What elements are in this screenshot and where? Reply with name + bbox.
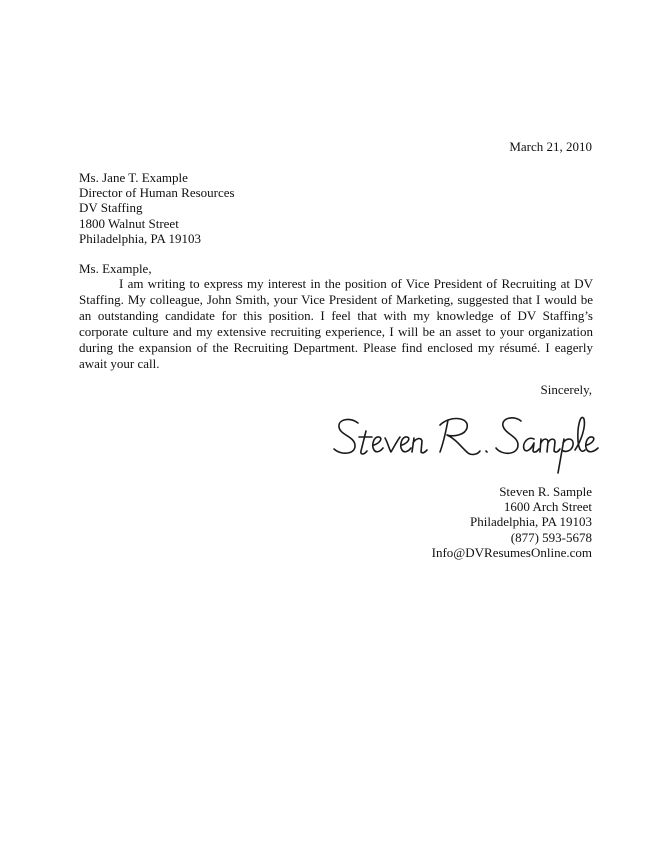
salutation: Ms. Example, (79, 261, 152, 276)
recipient-company: DV Staffing (79, 200, 143, 216)
sender-phone: (877) 593-5678 (510, 529, 592, 545)
sender-city: Philadelphia, PA 19103 (470, 514, 592, 530)
sender-name: Steven R. Sample (499, 484, 592, 499)
sender-address-block (432, 484, 592, 560)
sender-street: 1600 Arch Street (503, 499, 592, 515)
letter-date: March 21, 2010 (509, 139, 592, 154)
closing: Sincerely, (540, 382, 592, 397)
recipient-city: Philadelphia, PA 19103 (79, 230, 201, 246)
sender-email: Info@DVResumesOnline.com (431, 544, 592, 560)
recipient-title: Director of Human Resources (79, 185, 235, 201)
handwritten-signature (328, 405, 608, 480)
recipient-street: 1800 Walnut Street (79, 215, 179, 231)
letter-body: I am writing to express my interest in the position of Vice President of Recruiting at DV Staffing. My colleague, John Smith, your Vice President of Marketing, suggested that I would be an outstanding candidate for this position. I feel that with my knowledge of DV Staffing’s corporate culture and my extensive recruiting experience, I will be an asset to your organization during the expansion of the Recruiting Department. Please find enclosed my résumé. I eagerly await your call. (79, 276, 593, 371)
recipient-address-block (79, 170, 235, 246)
recipient-name: Ms. Jane T. Example (79, 170, 188, 185)
